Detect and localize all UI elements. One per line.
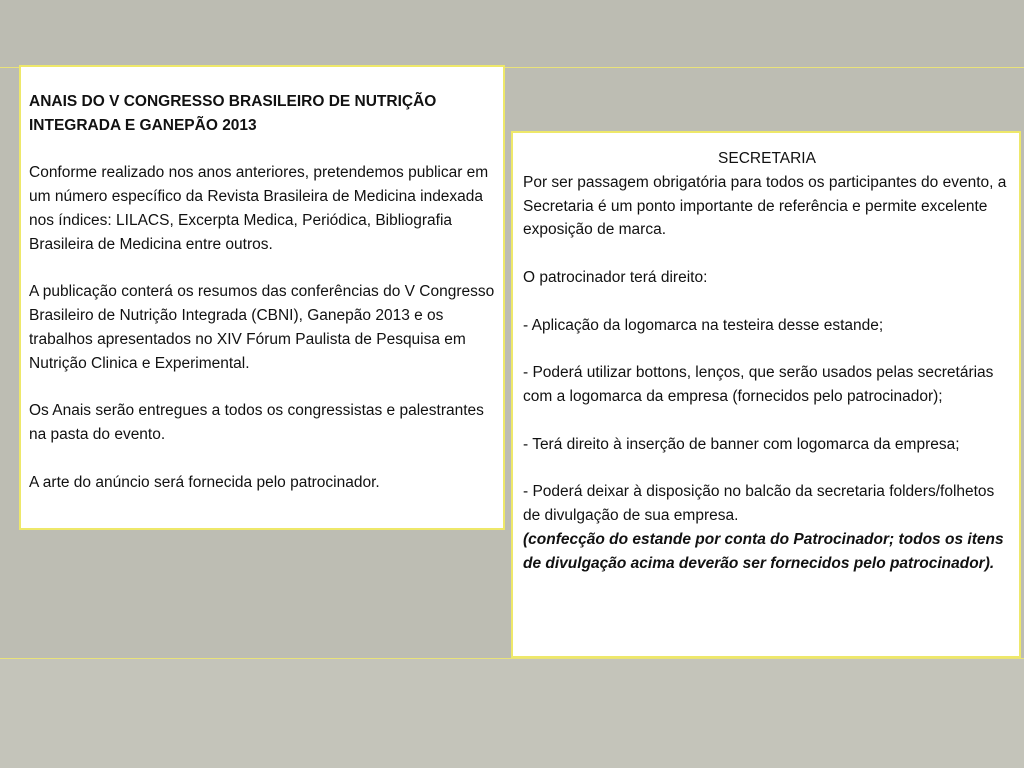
secretaria-heading: SECRETARIA: [718, 150, 816, 167]
sponsor-right-item: - Aplicação da logomarca na testeira desse estande;: [523, 316, 884, 334]
sponsor-right-item: - Poderá utilizar bottons, lenços, que serão usados pelas secretárias com a logomarca da empresa (fornecidos pelo patrocinador);: [523, 364, 994, 405]
slide-footer-band: [0, 659, 1024, 768]
sponsor-right-item: - Poderá deixar à disposição no balcão da secretaria folders/folhetos de divulgação de sua empresa.: [523, 483, 995, 524]
anais-heading: ANAIS DO V CONGRESSO BRASILEIRO DE NUTRIÇÃO INTEGRADA E GANEPÃO 2013: [29, 93, 437, 134]
anais-paragraph: A arte do anúncio será fornecida pelo patrocinador.: [29, 473, 380, 491]
anais-paragraph: A publicação conterá os resumos das conferências do V Congresso Brasileiro de Nutrição Integrada (CBNI), Ganepão 2013 e os trabalhos apresentados no XIV Fórum Paulista de Pesquisa em Nutrição Clinica e Experimental.: [29, 283, 495, 372]
anais-panel: [19, 65, 505, 530]
anais-paragraph: Os Anais serão entregues a todos os congressistas e palestrantes na pasta do evento.: [29, 402, 484, 444]
sponsor-note: (confecção do estande por conta do Patrocinador; todos os itens de divulgação acima deverão ser fornecidos pelo patrocinador).: [523, 530, 1004, 572]
anais-paragraph: Conforme realizado nos anos anteriores, pretendemos publicar em um número específico da Revista Brasileira de Medicina indexada nos índices: LILACS, Excerpta Medica, Periódica, Bibliografia Brasileira de Medicina entre outros.: [29, 164, 489, 253]
sponsor-rights-label: O patrocinador terá direito:: [523, 268, 708, 286]
secretaria-intro: Por ser passagem obrigatória para todos os participantes do evento, a Secretaria é um ponto importante de referência e permite excelente exposição de marca.: [523, 173, 1007, 239]
sponsor-right-item: - Terá direito à inserção de banner com logomarca da empresa;: [523, 435, 960, 453]
secretaria-panel: [511, 131, 1021, 658]
